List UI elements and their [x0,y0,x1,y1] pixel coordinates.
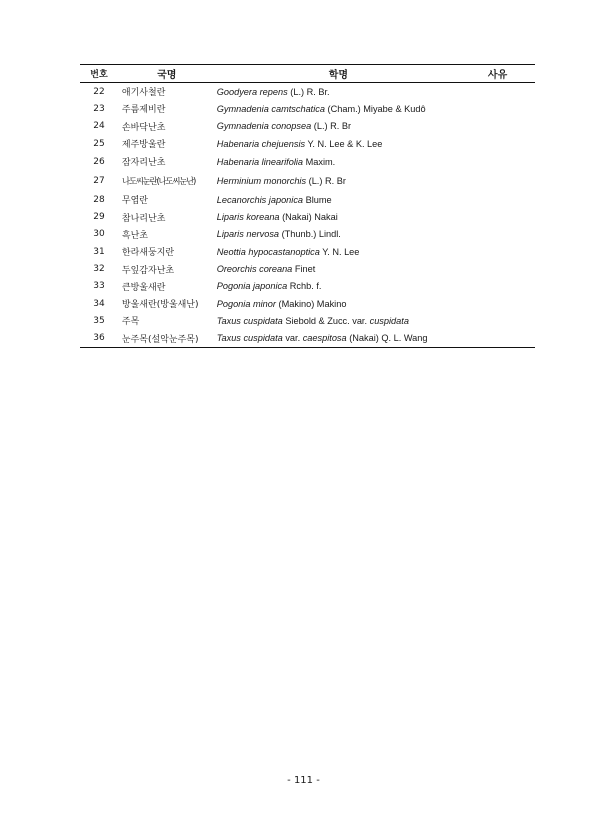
scientific-name-author-part: Maxim. [303,156,336,167]
row-number: 24 [93,121,105,132]
table-row [80,260,535,277]
row-scientific-name [216,87,460,97]
scientific-name-author-part: (L.) R. Br [311,121,352,132]
row-number: 30 [93,229,105,240]
scientific-name-author-part: (Nakai) Nakai [279,212,338,223]
row-number: 29 [93,212,105,223]
row-number: 23 [93,103,105,114]
row-korean-name: 손바닥난초 [121,122,166,133]
scientific-name-author-part: (Cham.) Miyabe & Kudô [324,103,426,114]
scientific-name-italic-part: Lecanorchis japonica [216,194,304,205]
row-scientific-name [216,299,460,309]
table-body [80,83,535,347]
table-row [80,295,535,312]
row-scientific-name [216,157,460,167]
header-number: 번호 [90,70,108,80]
scientific-name-italic-part: Taxus cuspidata [216,333,283,344]
scientific-name-italic-part: Pogonia japonica [216,281,288,292]
row-scientific-name [216,264,460,274]
row-scientific-name [216,229,460,239]
scientific-name-italic-part: Liparis nervosa [216,229,280,240]
row-scientific-name [216,195,460,205]
row-korean-name: 한라새둥지란 [121,248,175,259]
row-number: 31 [93,246,105,257]
scientific-name-author-part: Blume [303,194,332,205]
header-reason: 사유 [487,70,508,81]
row-number: 22 [93,86,105,97]
row-korean-name: 무엽란 [121,196,149,207]
scientific-name-italic-part: Habenaria linearifolia [216,156,304,167]
scientific-name-italic-part: Oreorchis coreana [216,264,293,275]
row-number: 34 [93,298,105,309]
table-row [80,243,535,260]
row-korean-name: 나도씨눈란(나도씨눈난) [121,177,196,188]
scientific-name-italic-part: Gymnadenia camtschatica [216,103,325,114]
row-scientific-name [216,333,460,343]
table-row [80,135,535,152]
scientific-name-author-part: (L.) R. Br. [287,86,330,97]
table-row [80,226,535,243]
row-korean-name: 애기사철란 [121,88,166,99]
scientific-name-italic-part: Taxus cuspidata [216,315,283,326]
table-row [80,172,535,192]
header-korean-name: 국명 [157,70,177,81]
row-scientific-name [216,139,460,149]
table-row [80,312,535,329]
table-row [80,83,535,100]
table-row [80,330,535,347]
table-row [80,191,535,208]
row-number: 36 [93,333,105,344]
row-korean-name: 주름제비란 [121,105,166,116]
scientific-name-author-part: Siebold & Zucc. var. [282,315,370,326]
row-scientific-name [216,104,460,114]
scientific-name-author-part: Y. N. Lee [319,246,360,257]
header-scientific-name: 학명 [328,70,349,81]
scientific-name-italic-part: Goodyera repens [216,86,288,97]
scientific-name-italic-part: Neottia hypocastanoptica [216,246,320,257]
scientific-name-author-part: (L.) R. Br [306,176,346,187]
scientific-name-author-part: (Thunb.) Lindl. [279,229,341,240]
row-scientific-name [216,247,460,257]
scientific-name-italic-part: Liparis koreana [216,212,280,223]
scientific-name-italic-part: Habenaria chejuensis [216,138,306,149]
row-korean-name: 참나리난초 [121,213,166,224]
row-number: 28 [93,194,105,205]
scientific-name-author-part: (Makino) Makino [275,298,347,309]
table-row [80,118,535,135]
scientific-name-italic-part: caespitosa [302,333,347,344]
row-number: 25 [93,138,105,149]
row-scientific-name [216,212,460,222]
scientific-name-italic-part: Gymnadenia conopsea [216,121,312,132]
row-korean-name: 흑난초 [121,230,149,241]
table-row [80,100,535,117]
row-number: 33 [93,281,105,292]
row-korean-name: 방울새란(방울새난) [121,300,199,311]
scientific-name-author-part: var. [282,333,303,344]
table-row [80,278,535,295]
table-header [80,65,535,83]
table-row [80,208,535,225]
row-korean-name: 제주방울란 [121,140,166,151]
row-korean-name: 잠자리난초 [121,158,166,169]
scientific-name-author-part: (Nakai) Q. L. Wang [346,333,428,344]
row-korean-name: 주목 [121,317,140,328]
scientific-name-italic-part: Pogonia minor [216,298,276,309]
row-scientific-name [216,176,460,186]
species-table [80,64,535,348]
table-row [80,152,535,172]
row-scientific-name [216,121,460,131]
row-scientific-name [216,316,460,326]
scientific-name-author-part: Finet [292,264,316,275]
row-number: 32 [93,264,105,275]
scientific-name-italic-part: Herminium monorchis [216,176,307,187]
scientific-name-author-part: Rchb. f. [287,281,322,292]
row-korean-name: 눈주목(설악눈주목) [121,334,199,345]
scientific-name-author-part: Y. N. Lee & K. Lee [305,138,383,149]
scientific-name-italic-part: cuspidata [369,315,409,326]
row-number: 35 [93,315,105,326]
row-korean-name: 두잎감자난초 [121,265,175,276]
row-number: 26 [93,156,105,167]
row-scientific-name [216,281,460,291]
page-number: - 111 - [287,775,320,786]
row-number: 27 [93,176,105,187]
row-korean-name: 큰방울새란 [121,282,166,293]
